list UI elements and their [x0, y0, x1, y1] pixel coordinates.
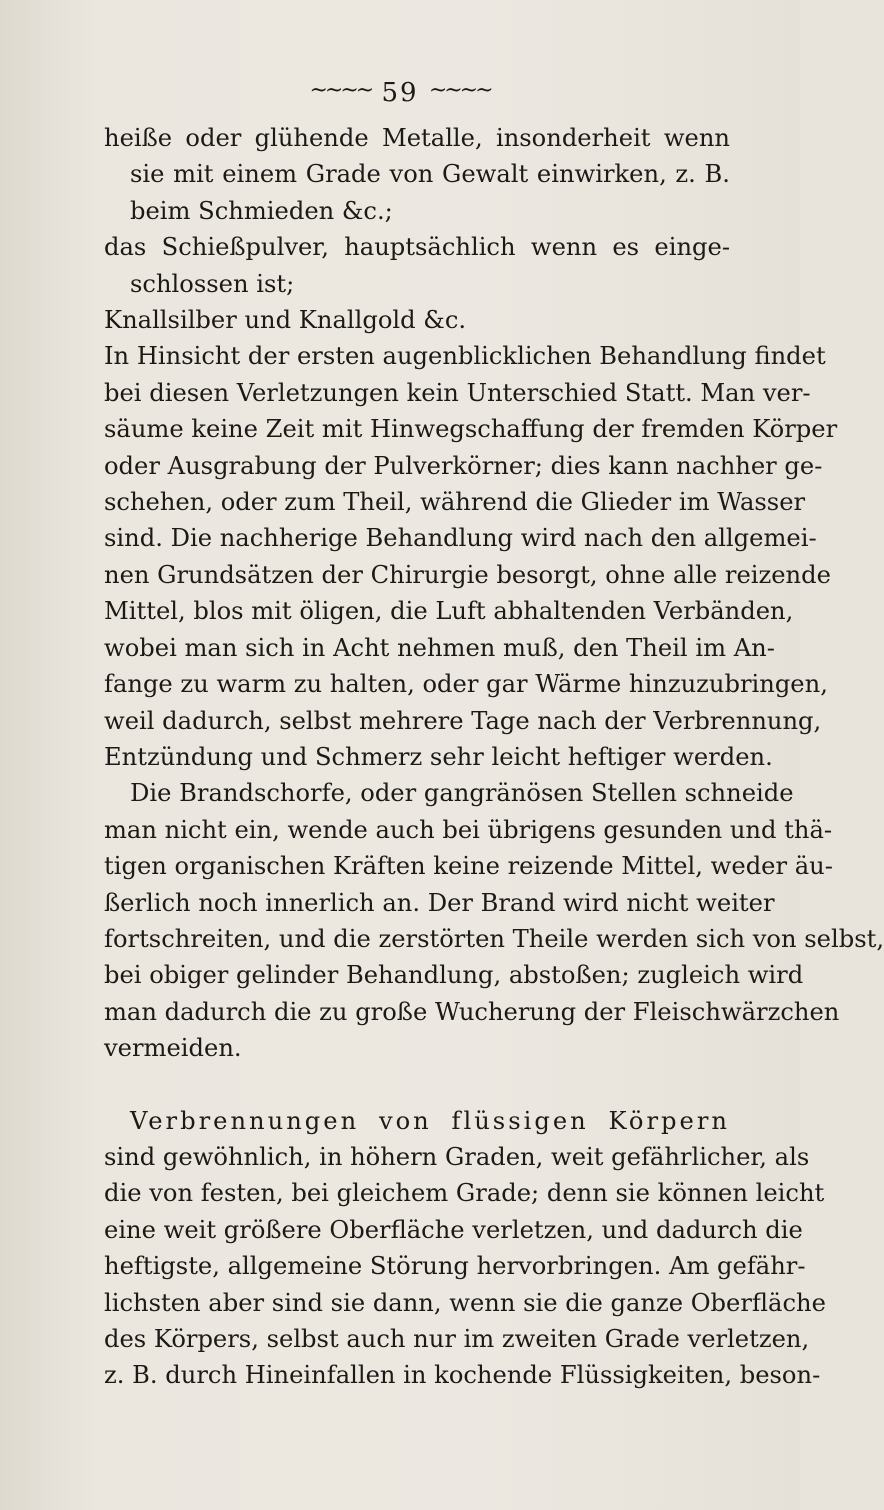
- header-ornament-right: ~~~~: [428, 78, 491, 103]
- text-line: weil dadurch, selbst mehrere Tage nach der Verbrennung,: [104, 706, 822, 735]
- text-line: das Schießpulver, hauptsächlich wenn es einge-: [104, 233, 730, 262]
- text-line: wobei man sich in Acht nehmen muß, den Theil im An-: [104, 633, 775, 662]
- text-line: bei diesen Verletzungen kein Unterschied Statt. Man ver-: [104, 378, 811, 407]
- page-header: [0, 78, 800, 108]
- text-line: fange zu warm zu halten, oder gar Wärme hinzuzubringen,: [104, 670, 828, 699]
- text-line: oder Ausgrabung der Pulverkörner; dies kann nachher ge-: [104, 451, 823, 480]
- text-line: Knallsilber und Knallgold &c.: [104, 306, 467, 335]
- text-line: Die Brandschorfe, oder gangränösen Stellen schneide: [130, 779, 794, 808]
- text-line: heftigste, allgemeine Störung hervorbringen. Am gefähr-: [104, 1252, 806, 1281]
- text-line: schlossen ist;: [130, 269, 295, 298]
- text-line: Verbrennungen von flüssigen Körpern: [130, 1106, 730, 1135]
- text-line: nen Grundsätzen der Chirurgie besorgt, ohne alle reizende: [104, 560, 831, 589]
- text-line: sie mit einem Grade von Gewalt einwirken, z. B.: [130, 160, 730, 189]
- text-line: sind gewöhnlich, in höhern Graden, weit gefährlicher, als: [104, 1142, 810, 1171]
- text-line: vermeiden.: [104, 1034, 242, 1063]
- body-text: [104, 120, 884, 1394]
- text-line: man nicht ein, wende auch bei übrigens gesunden und thä-: [104, 815, 833, 844]
- text-line: des Körpers, selbst auch nur im zweiten Grade verletzen,: [104, 1325, 810, 1353]
- text-line: lichsten aber sind sie dann, wenn sie die ganze Oberfläche: [104, 1288, 826, 1317]
- text-line: z. B. durch Hineinfallen in kochende Flüssigkeiten, beson-: [104, 1361, 821, 1390]
- paragraph-gap: [104, 1067, 730, 1103]
- text-line: säume keine Zeit mit Hinwegschaffung der fremden Körper: [104, 415, 838, 444]
- text-line: ßerlich noch innerlich an. Der Brand wird nicht weiter: [104, 888, 775, 917]
- page-number: 59: [381, 78, 419, 108]
- text-line: die von festen, bei gleichem Grade; denn sie können leicht: [104, 1179, 825, 1208]
- text-line: bei obiger gelinder Behandlung, abstoßen; zugleich wird: [104, 961, 804, 990]
- text-line: schehen, oder zum Theil, während die Glieder im Wasser: [104, 488, 806, 517]
- text-line: eine weit größere Oberfläche verletzen, und dadurch die: [104, 1215, 803, 1244]
- text-line: tigen organischen Kräften keine reizende Mittel, weder äu-: [104, 852, 833, 881]
- text-line: fortschreiten, und die zerstörten Theile werden sich von selbst,: [104, 924, 884, 953]
- text-line: heiße oder glühende Metalle, insonderheit wenn: [104, 124, 730, 152]
- text-line: Mittel, blos mit öligen, die Luft abhaltenden Verbänden,: [104, 597, 794, 626]
- text-line: Entzündung und Schmerz sehr leicht heftiger werden.: [104, 742, 773, 771]
- text-line: In Hinsicht der ersten augenblicklichen Behandlung findet: [104, 342, 826, 371]
- text-line: beim Schmieden &c.;: [130, 196, 393, 225]
- text-line: man dadurch die zu große Wucherung der Fleischwärzchen: [104, 997, 840, 1026]
- header-ornament-left: ~~~~: [309, 78, 372, 103]
- text-line: sind. Die nachherige Behandlung wird nach den allgemei-: [104, 524, 817, 553]
